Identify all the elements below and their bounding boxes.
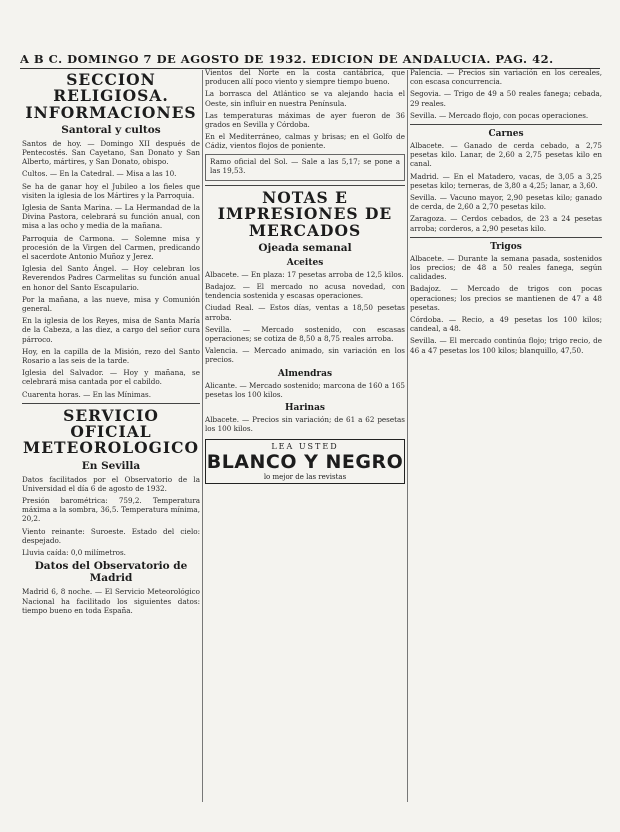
- paragraph: Madrid 6, 8 noche. — El Servicio Meteorológico Nacional ha facilitado los siguientes datos: tiempo bueno en toda España.: [22, 587, 200, 615]
- paragraph: Ramo oficial del Sol. — Sale a las 5,17; se pone a las 19,53.: [210, 156, 400, 175]
- paragraph: Sevilla. — Mercado flojo, con pocas operaciones.: [410, 110, 589, 120]
- santoral-subtitle: Santoral y cultos: [61, 123, 161, 136]
- paragraph: Se ha de ganar hoy el Jubileo a los fieles que visiten la iglesia de los Mártires y la Parroquia.: [22, 181, 200, 200]
- sevilla-subtitle: En Sevilla: [81, 459, 141, 472]
- blanco-y-negro-advertisement: [205, 439, 405, 484]
- paragraph: Iglesia de Santa Marina. — La Hermandad de la Divina Pastora, celebrará su función anual, con misa a las ocho y media de la mañana.: [22, 203, 200, 231]
- weekly-overview-subtitle: Ojeada semanal: [258, 241, 352, 254]
- paragraph: Santos de hoy. — Domingo XII después de Pentecostés. San Cayetano, San Donato y San Alberto, mártires, y San Donato, obispo.: [22, 138, 200, 167]
- paragraph: Valencia. — Mercado animado, sin variación en los precios.: [205, 346, 405, 365]
- paragraph: Cuarenta horas. — En las Mínimas.: [22, 389, 151, 399]
- meteo-section-title: SERVICIO OFICIAL METEOROLOGICO: [23, 405, 199, 458]
- paragraph: Badajoz. — El mercado no acusa novedad, con tendencia sostenida y escasas operaciones.: [205, 282, 405, 301]
- ad-top-text: LEA USTED: [271, 442, 339, 452]
- paragraph: Sevilla. — Mercado sostenido, con escasas operaciones; se cotiza de 8,50 a 8,75 reales arroba.: [205, 324, 405, 344]
- paragraph: Sevilla. — El mercado continúa flojo; trigo recio, de 46 a 47 pesetas los 100 kilos; blanquillo, 47,50.: [410, 336, 602, 355]
- paragraph: Iglesia del Salvador. — Hoy y mañana, se celebrará misa cantada por el cabildo.: [22, 368, 200, 387]
- paragraph: Palencia. — Precios sin variación en los cereales, con escasa concurrencia.: [410, 68, 602, 87]
- paragraph: En la iglesia de los Reyes, misa de Santa María de la Cabeza, a las diez, a cargo del señor cura párroco.: [22, 316, 200, 344]
- religious-text: [22, 139, 200, 399]
- meteo-text: [22, 475, 200, 558]
- paragraph: Iglesia del Santo Ángel. — Hoy celebran los Reverendos Padres Carmelitas su función anual en honor del Santo Escapulario.: [22, 264, 200, 292]
- divider: [410, 124, 602, 125]
- paragraph: Las temperaturas máximas de ayer fueron de 36 grados en Sevilla y Córdoba.: [205, 110, 405, 130]
- paragraph: Madrid. — En el Matadero, vacas, de 3,05 a 3,25 pesetas kilo; terneras, de 3,80 a 4,25; lanar, a 3,60.: [410, 171, 602, 190]
- paragraph: Lluvia caída: 0,0 milímetros.: [22, 548, 126, 558]
- paragraph: Segovia. — Trigo de 49 a 50 reales fanega; cebada, 29 reales.: [410, 89, 602, 108]
- paragraph: Sevilla. — Vacuno mayor, 2,90 pesetas kilo; ganado de cerda, de 2,60 a 2,70 pesetas kilo.: [410, 193, 602, 212]
- paragraph: Albacete. — En plaza: 17 pesetas arroba de 12,5 kilos.: [205, 269, 404, 279]
- paragraph: Parroquia de Carmona. — Solemne misa y procesión de la Virgen del Carmen, predicando el sacerdote Antonio Muñoz y Jerez.: [22, 233, 200, 262]
- carnes-title: Carnes: [488, 129, 524, 140]
- divider: [205, 185, 405, 186]
- divider: [22, 403, 200, 404]
- paragraph: La borrasca del Atlántico se va alejando hacia el Oeste, sin influir en nuestra Península.: [205, 89, 405, 108]
- madrid-observatory-title: Datos del Observatorio de Madrid: [34, 560, 188, 585]
- religious-section-title: SECCION RELIGIOSA. INFORMACIONES: [25, 70, 197, 122]
- paragraph: Vientos del Norte en la costa cantábrica, que producen allí poco viento y siempre tiempo bueno.: [205, 68, 405, 87]
- trigos-title: Trigos: [490, 241, 522, 252]
- harinas-title: Harinas: [285, 403, 325, 414]
- column-right: [410, 68, 602, 358]
- paragraph: Albacete. — Ganado de cerda cebado, a 2,75 pesetas kilo. Lanar, de 2,60 a 2,75 pesetas kilo en canal.: [410, 141, 602, 169]
- paragraph: Ciudad Real. — Estos días, ventas a 18,50 pesetas arroba.: [205, 303, 405, 322]
- paragraph: Datos facilitados por el Observatorio de la Universidad el día 6 de agosto de 1932.: [22, 474, 200, 493]
- paragraph: Alicante. — Mercado sostenido; marcona de 160 a 165 pesetas los 100 kilos.: [205, 380, 405, 399]
- column-middle: [205, 68, 405, 484]
- paragraph: Zaragoza. — Cerdos cebados, de 23 a 24 pesetas arroba; corderos, a 2,90 pesetas kilo.: [410, 214, 602, 233]
- paragraph: Hoy, en la capilla de la Misión, rezo del Santo Rosario a las seis de la tarde.: [22, 346, 200, 366]
- column-rule-2: [407, 70, 408, 802]
- paragraph: Albacete. — Durante la semana pasada, sostenidos los precios; de 48 a 50 reales fanega, según calidades.: [410, 253, 602, 282]
- paragraph: Córdoba. — Recio, a 49 pesetas los 100 kilos; candeal, a 48.: [410, 315, 602, 334]
- markets-section-title: NOTAS E IMPRESIONES DE MERCADOS: [217, 188, 393, 240]
- almendras-title: Almendras: [277, 368, 333, 379]
- column-left: [22, 68, 200, 618]
- paragraph: Albacete. — Precios sin variación; de 61 a 62 pesetas los 100 kilos.: [205, 415, 405, 434]
- column-rule-1: [202, 70, 203, 802]
- divider: [410, 237, 602, 238]
- paragraph: Badajoz. — Mercado de trigos con pocas operaciones; los precios se mantienen de 47 a 48 pesetas.: [410, 284, 602, 312]
- paragraph: Por la mañana, a las nueve, misa y Comunión general.: [22, 294, 200, 314]
- ad-main-text: BLANCO Y NEGRO: [206, 451, 404, 474]
- paragraph: Viento reinante: Suroeste. Estado del cielo: despejado.: [22, 526, 200, 545]
- paragraph: Cultos. — En la Catedral. — Misa a las 10.: [22, 169, 177, 179]
- aceites-title: Aceites: [286, 257, 324, 268]
- paragraph: Presión barométrica: 759,2. Temperatura máxima a la sombra, 36,5. Temperatura mínima, 20,2.: [22, 496, 200, 524]
- page-header: A B C. DOMINGO 7 DE AGOSTO DE 1932. EDICION DE ANDALUCIA. PAG. 42.: [20, 52, 600, 69]
- paragraph: En el Mediterráneo, calmas y brisas; en el Golfo de Cádiz, vientos flojos de poniente.: [205, 132, 405, 151]
- ad-bottom-text: lo mejor de las revistas: [263, 473, 347, 482]
- sun-note-box: [205, 154, 405, 181]
